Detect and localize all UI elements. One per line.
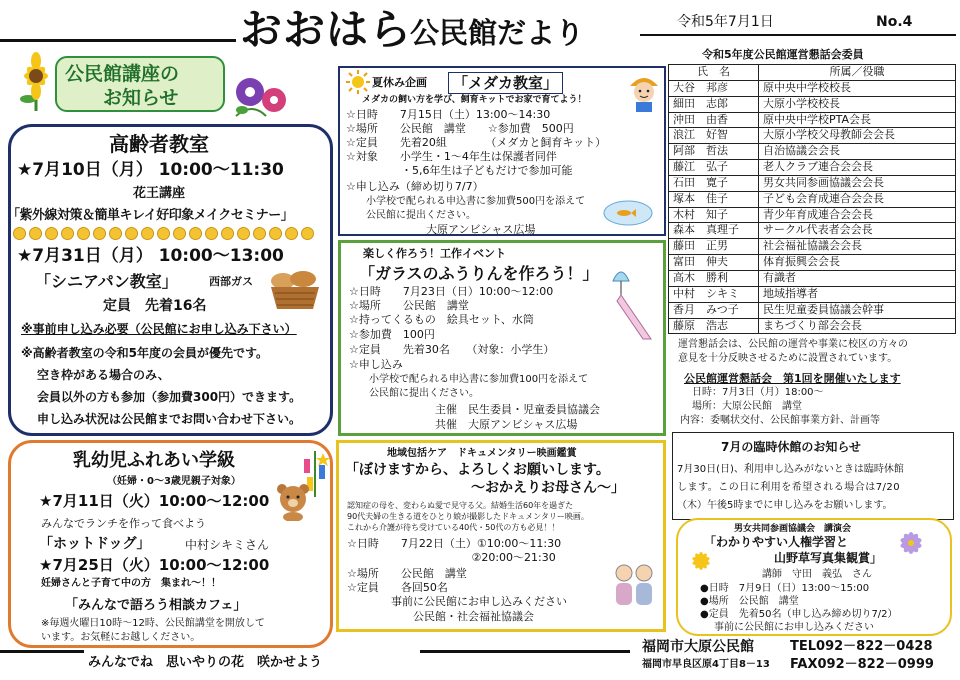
committee-role: 大原小学校父母教師会会長 <box>759 128 956 144</box>
committee-role: 原中央中学校PTA会長 <box>759 112 956 128</box>
infant-menu: 「ホットドッグ」 <box>39 536 151 552</box>
medaka-row-5: ・5,6年生は子どもだけで参加可能 <box>346 164 573 177</box>
medaka-row-3: ☆定員 先着20組 （メダカと飼育キット） <box>346 136 607 149</box>
film-row-6: 公民館・社会福祉協議会 <box>347 610 534 623</box>
committee-role: サークル代表者会会長 <box>759 223 956 239</box>
committee-role: 男女共同参画協議会会長 <box>759 175 956 191</box>
committee-name: 高木 勝利 <box>669 270 759 286</box>
committee-row <box>669 112 956 128</box>
glass-row-5: ☆定員 先着30名 （対象：小学生） <box>349 343 555 356</box>
bread-basket-icon <box>267 267 323 311</box>
lecture-title-2: 山野草写真集観賞」 <box>774 551 883 565</box>
elderly-sponsor2: 西部ガス <box>209 275 253 288</box>
lecture-row-3: ●定員 先着50名（申し込み締め切り7/2） <box>700 609 898 620</box>
glass-row-8: 公民館に提出ください。 <box>349 388 479 399</box>
footer-slogan: みんなでね 思いやりの花 咲かせよう <box>88 655 323 670</box>
elderly-topic1: 「紫外線対策＆簡単キレイ好印象メイクセミナー」 <box>7 208 294 223</box>
committee-name: 大谷 邦彦 <box>669 80 759 96</box>
committee-row <box>669 239 956 255</box>
committee-role: 青少年育成連合会会長 <box>759 207 956 223</box>
committee-body <box>669 80 956 334</box>
elderly-note-2: ※高齢者教室の令和5年度の会員が優先です。 <box>21 346 269 360</box>
committee-note-2: 意見を十分反映させるために設置されています。 <box>678 353 898 364</box>
elderly-title: 高齢者教室 <box>109 132 209 156</box>
elderly-capacity: 定員 先着16名 <box>103 298 207 314</box>
film-row-2: ②20:00～21:30 <box>347 551 556 564</box>
elderly-note-1: ※事前申し込み必要（公民館にお申し込み下さい） <box>21 322 297 336</box>
morning-glory-icon <box>232 72 290 120</box>
elderly-section <box>8 124 333 436</box>
committee-role: まちづくり部会会長 <box>759 318 956 334</box>
committee-row <box>669 286 956 302</box>
committee-role: 社会福祉協議会会長 <box>759 239 956 255</box>
committee-name: 藤田 正男 <box>669 239 759 255</box>
committee-row <box>669 80 956 96</box>
committee-role: 大原小学校校長 <box>759 96 956 112</box>
sun-decoration-row <box>13 227 323 241</box>
lecture-row-2: ●場所 公民館 講堂 <box>700 596 799 607</box>
fish-icon <box>602 198 654 228</box>
closure-line-2: します。この日に利用を希望される場合は7/20 <box>677 482 901 493</box>
committee-row <box>669 270 956 286</box>
committee-name: 香月 みつ子 <box>669 302 759 318</box>
film-section <box>336 440 666 632</box>
header-rule-left <box>0 39 236 42</box>
lecture-section <box>676 518 952 636</box>
bear-icon <box>273 481 313 521</box>
infant-subtitle: （妊婦・0～3歳児親子対象） <box>107 476 241 487</box>
committee-role: 地域指導者 <box>759 286 956 302</box>
committee-name: 森本 真理子 <box>669 223 759 239</box>
committee-table <box>668 64 956 334</box>
elderly-date2: ★7月31日（月） 10:00～13:00 <box>17 246 284 266</box>
elderly-note-3: 空き枠がある場合のみ、 <box>37 368 170 382</box>
infant-note1: ※毎週火曜日10時～12時、公民館講堂を開放して <box>41 618 265 629</box>
film-desc-1: 認知症の母を、変わらぬ愛で見守る父。結婚生活60年を過ぎた <box>347 501 574 510</box>
medaka-row-2: ☆場所 公民館 講堂 ☆参加費 500円 <box>346 122 574 135</box>
elderly-note-4: 会員以外の方も参加（参加費300円）できます。 <box>37 390 302 404</box>
sun-icon <box>346 70 370 94</box>
council-title: 公民館運営懇話会 第1回を開催いたします <box>684 372 901 385</box>
committee-role: 体育振興会会長 <box>759 255 956 271</box>
committee-note-1: 運営懇話会は、公民館の運営や事業に校区の方々の <box>678 339 908 350</box>
lecture-title-1: 「わかりやすい人権学習と <box>704 535 849 549</box>
couple-icon <box>607 559 661 613</box>
infant-desc2: 妊婦さんと子育て中の方 集まれ～！！ <box>41 578 221 589</box>
glass-row-6: ☆申し込み <box>349 358 403 371</box>
committee-role: 子ども会育成連合会会長 <box>759 191 956 207</box>
closure-section <box>672 432 954 520</box>
committee-row <box>669 128 956 144</box>
film-title-2: ～おかえりお母さん～」 <box>471 480 625 496</box>
medaka-row-6: ☆申し込み（締め切り7/7） <box>346 180 484 193</box>
glass-row-1: ☆日時 7月23日（日）10:00～12:00 <box>349 285 554 298</box>
footer-address: 福岡市早良区原4丁目8－13 <box>642 659 770 670</box>
film-row-4: ☆定員 各回50名 <box>347 581 448 594</box>
council-row-1: 日時：7月3日（月）18:00～ <box>692 387 824 398</box>
film-row-5: 事前に公民館にお申し込みください <box>347 595 567 608</box>
footer-org: 福岡市大原公民館 <box>642 639 754 655</box>
glass-host-2: 共催 大原アンビシャス広場 <box>435 418 578 431</box>
committee-name: 沖田 由香 <box>669 112 759 128</box>
infant-desc1: みんなでランチを作って食べよう <box>41 517 206 530</box>
film-label: 地域包括ケア ドキュメンタリー映画鑑賞 <box>387 448 577 459</box>
committee-row <box>669 255 956 271</box>
medaka-title: 「メダカ教室」 <box>448 72 563 94</box>
committee-role: 原中央中学校校長 <box>759 80 956 96</box>
committee-row <box>669 223 956 239</box>
header-rule-right <box>640 34 956 36</box>
glass-row-3: ☆持ってくるもの 絵具セット、水筒 <box>349 313 534 326</box>
lecture-label: 男女共同参画協議会 講演会 <box>734 524 852 534</box>
council-row-3: 内容：委嘱状交付、公民館事業方針、計画等 <box>680 415 880 426</box>
committee-row <box>669 302 956 318</box>
issue-number: No.4 <box>876 14 913 30</box>
boy-icon <box>626 72 662 112</box>
notice-badge-line1: 公民館講座の <box>65 63 180 85</box>
glass-row-4: ☆参加費 100円 <box>349 328 435 341</box>
committee-name: 塚本 佳子 <box>669 191 759 207</box>
notice-badge-line2: お知らせ <box>103 87 179 109</box>
glass-row-7: 小学校で配られる申込書に参加費100円を添えて <box>349 374 589 385</box>
glass-title: 「ガラスのふうりんを作ろう！」 <box>359 264 599 283</box>
committee-name: 藤原 浩志 <box>669 318 759 334</box>
issue-date: 令和5年7月1日 <box>677 14 774 30</box>
committee-title: 令和5年度公民館運営懇話会委員 <box>702 48 864 61</box>
infant-note2: います。お気軽にお越しください。 <box>41 632 201 643</box>
committee-role: 老人クラブ連合会会長 <box>759 160 956 176</box>
film-desc-2: 90代夫婦の生きる道をひとり娘が撮影したドキュメンタリー映画。 <box>347 512 589 521</box>
committee-role: 民生児童委員協議会幹事 <box>759 302 956 318</box>
committee-name: 富田 伸夫 <box>669 255 759 271</box>
committee-name: 石田 寛子 <box>669 175 759 191</box>
elderly-sponsor1: 花王講座 <box>133 186 186 201</box>
medaka-row-8: 公民館に提出ください。 <box>346 210 476 221</box>
committee-row <box>669 96 956 112</box>
flower-icon <box>896 528 926 558</box>
council-row-2: 場所：大原公民館 講堂 <box>692 401 802 412</box>
notice-badge <box>55 56 225 112</box>
committee-row <box>669 160 956 176</box>
glass-label: 楽しく作ろう！工作イベント <box>363 247 506 260</box>
committee-header-name: 氏 名 <box>669 65 759 81</box>
lecture-lecturer: 講師 守田 義弘 さん <box>762 569 872 580</box>
film-title-1: 「ぼけますから、よろしくお願いします。 <box>345 462 610 478</box>
glass-row-2: ☆場所 公民館 講堂 <box>349 299 469 312</box>
elderly-note-5: 申し込み状況は公民館までお問い合わせ下さい。 <box>37 412 302 426</box>
committee-row <box>669 318 956 334</box>
committee-role: 有識者 <box>759 270 956 286</box>
committee-role: 自治協議会会長 <box>759 144 956 160</box>
committee-name: 浪江 好智 <box>669 128 759 144</box>
footer-fax: FAX092－822－0999 <box>790 657 934 672</box>
committee-name: 木村 知子 <box>669 207 759 223</box>
elderly-date1: ★7月10日（月） 10:00～11:30 <box>17 160 284 180</box>
yellow-flower-icon <box>690 550 712 572</box>
footer-rule-left <box>0 650 84 653</box>
medaka-organizer: 大原アンビシャス広場 <box>426 223 536 236</box>
wind-chime-icon <box>609 261 659 341</box>
glass-host-1: 主催 民生委員・児童委員協議会 <box>435 403 600 416</box>
film-row-3: ☆場所 公民館 講堂 <box>347 567 467 580</box>
infant-date2: ★7月25日（火）10:00～12:00 <box>39 556 270 574</box>
lecture-row-1: ●日時 7月9日（日）13:00～15:00 <box>700 583 870 594</box>
title-sub: 公民館だより <box>410 16 585 50</box>
medaka-row-4: ☆対象 小学生・1～4年生は保護者同伴 <box>346 150 557 163</box>
committee-header-role: 所属／役職 <box>759 65 956 81</box>
committee-name: 藤江 弘子 <box>669 160 759 176</box>
title-main: おおはら <box>240 5 413 54</box>
medaka-row-1: ☆日時 7月15日（土）13:00～14:30 <box>346 108 551 121</box>
medaka-row-7: 小学校で配られる申込書に参加費500円を添えて <box>346 196 586 207</box>
medaka-section <box>338 66 666 236</box>
film-desc-3: これから介護が待ち受けている40代・50代の方も必見！！ <box>347 523 560 532</box>
committee-row <box>669 175 956 191</box>
lecture-row-4: 事前に公民館にお申し込みください <box>714 622 874 633</box>
closure-line-3: （木）午後5時までに申し込みをお願いします。 <box>677 500 893 511</box>
closure-title: 7月の臨時休館のお知らせ <box>721 440 861 454</box>
committee-name: 中村 シキミ <box>669 286 759 302</box>
medaka-label: 夏休み企画 <box>372 76 427 89</box>
medaka-lead: メダカの飼い方を学び、飼育キットでお家で育てよう！ <box>362 95 587 105</box>
infant-date1: ★7月11日（火）10:00～12:00 <box>39 492 270 510</box>
committee-row <box>669 207 956 223</box>
committee-row <box>669 191 956 207</box>
closure-line-1: 7月30日(日)、利用申し込みがないときは臨時休館 <box>677 464 904 475</box>
committee-name: 細田 志郎 <box>669 96 759 112</box>
glass-section <box>338 240 666 436</box>
footer-tel: TEL092－822－0428 <box>790 639 933 654</box>
committee-row <box>669 144 956 160</box>
film-row-1: ☆日時 7月22日（土）①10:00～11:30 <box>347 537 562 550</box>
infant-cafe: 「みんなで語ろう相談カフェ」 <box>65 598 247 613</box>
sunflower-icon <box>12 51 60 111</box>
elderly-topic2: 「シニアパン教室」 <box>35 272 178 291</box>
committee-name: 阿部 哲法 <box>669 144 759 160</box>
infant-section <box>8 440 333 648</box>
infant-title: 乳幼児ふれあい学級 <box>73 450 235 471</box>
footer-rule-mid <box>420 650 630 653</box>
infant-instructor: 中村シキミさん <box>185 538 270 552</box>
